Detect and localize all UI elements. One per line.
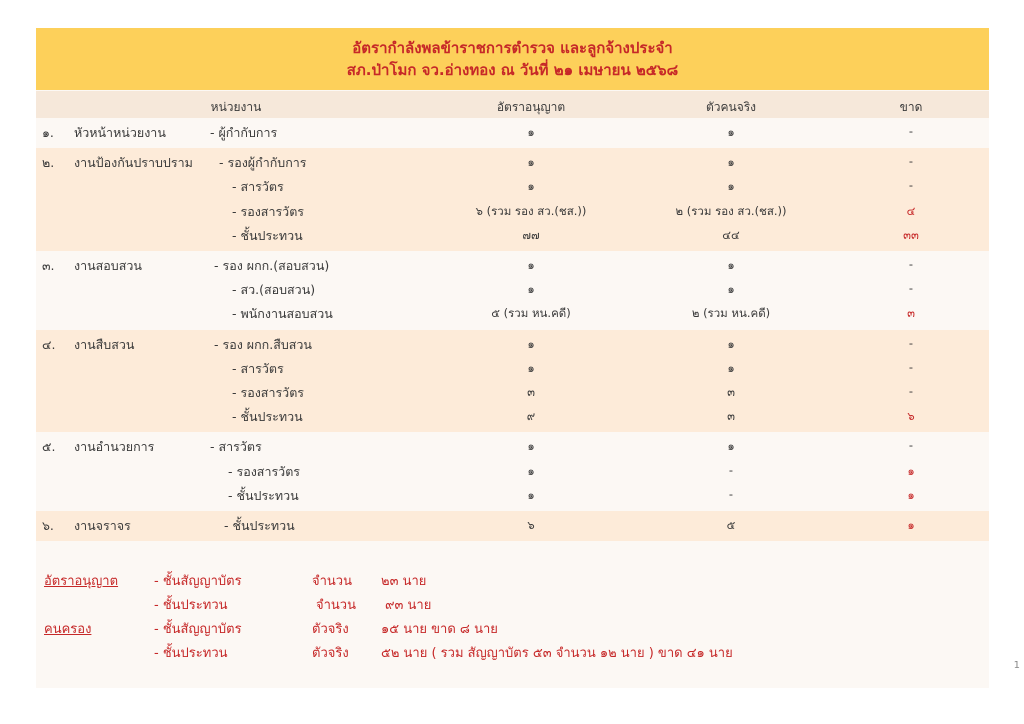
row-authorized: ๑ xyxy=(527,179,535,194)
row-position: - สารวัตร xyxy=(232,360,284,376)
table-group xyxy=(36,251,989,330)
row-short: - xyxy=(908,359,914,374)
row-short: - xyxy=(908,154,914,169)
col-actual: ตัวคนจริง xyxy=(705,100,757,114)
col-unit: หน่วยงาน xyxy=(210,100,262,114)
group-unit: งานสืบสวน xyxy=(74,336,135,352)
row-short: ๖ xyxy=(907,409,915,424)
row-actual: ๑ xyxy=(727,439,735,454)
row-position: - ชั้นประทวน xyxy=(232,409,303,425)
row-authorized: ๑ xyxy=(527,125,535,139)
group-unit: งานอำนวยการ xyxy=(74,439,155,455)
row-actual: ๑ xyxy=(727,336,735,351)
row-position: - สารวัตร xyxy=(210,439,262,455)
table-group xyxy=(36,330,989,433)
row-position: - ชั้นประทวน xyxy=(224,518,295,533)
group-unit: งานจราจร xyxy=(74,518,131,533)
row-actual: ๑ xyxy=(727,258,735,272)
row-actual: ๑ xyxy=(727,360,735,375)
row-authorized: ๖ xyxy=(527,518,535,532)
summary-act-value: ๕๒ นาย ( รวม สัญญาบัตร ๕๓ จำนวน ๑๒ นาย ) ขาด ๔๑ นาย xyxy=(381,646,733,661)
row-short: - xyxy=(908,178,914,193)
row-short: - xyxy=(908,438,914,453)
col-short: ขาด xyxy=(899,100,923,114)
row-position: - รองสารวัตร xyxy=(228,463,301,479)
row-authorized: ๑ xyxy=(527,258,535,272)
row-short: ๑ xyxy=(907,487,915,502)
group-number: ๑. xyxy=(42,125,54,140)
row-actual: - xyxy=(728,462,734,477)
summary-act-cat: - ชั้นสัญญาบัตร xyxy=(154,622,242,637)
row-authorized: ๑ xyxy=(527,360,535,375)
row-authorized: ๓ xyxy=(527,384,535,399)
summary-act-cat: - ชั้นประทวน xyxy=(154,646,228,661)
summary-act-kind: ตัวจริง xyxy=(312,622,349,637)
row-short: - xyxy=(908,257,914,271)
row-short: ๓๓ xyxy=(903,227,919,242)
row-short: - xyxy=(908,124,914,138)
summary-auth-value: ๒๓ นาย xyxy=(381,574,427,589)
row-position: - รองสารวัตร xyxy=(232,203,305,219)
row-authorized: ๖ (รวม รอง สว.(ชส.)) xyxy=(475,203,587,218)
group-unit: งานป้องกันปราบปราม xyxy=(74,155,193,171)
row-authorized: ๑ xyxy=(527,282,535,297)
row-authorized: ๑ xyxy=(527,487,535,502)
group-number: ๒. xyxy=(42,155,55,171)
group-number: ๔. xyxy=(42,336,56,352)
row-actual: ๑ xyxy=(727,282,735,297)
row-actual: - xyxy=(728,486,734,501)
row-position: - ชั้นประทวน xyxy=(232,227,303,243)
group-unit: หัวหน้าหน่วยงาน xyxy=(74,125,166,140)
row-position: - รองผู้กำกับการ xyxy=(219,155,307,171)
row-position: - ผู้กำกับการ xyxy=(210,125,278,140)
table-group xyxy=(36,511,989,541)
row-position: - รอง ผกก.(สอบสวน) xyxy=(214,258,330,273)
table-group xyxy=(36,118,989,148)
group-number: ๖. xyxy=(42,518,54,533)
row-position: - พนักงานสอบสวน xyxy=(232,306,333,322)
row-actual: ๓ xyxy=(727,409,735,424)
row-actual: ๑ xyxy=(727,155,735,170)
row-short: ๑ xyxy=(907,463,915,478)
summary-auth-cat: - ชั้นประทวน xyxy=(154,598,228,613)
row-actual: ๔๔ xyxy=(722,227,740,242)
row-authorized: ๑ xyxy=(527,463,535,478)
row-actual: ๑ xyxy=(727,125,735,139)
summary-auth-cat: - ชั้นสัญญาบัตร xyxy=(154,574,242,589)
row-actual: ๓ xyxy=(727,384,735,399)
title-line-1: อัตรากำลังพลข้าราชการตำรวจ และลูกจ้างประจำ xyxy=(352,39,673,57)
row-short: - xyxy=(908,281,914,296)
group-number: ๓. xyxy=(42,258,55,273)
row-actual: ๒ (รวม หน.คดี) xyxy=(691,306,771,321)
row-actual: ๑ xyxy=(727,179,735,194)
row-short: ๑ xyxy=(907,518,915,532)
row-position: - รองสารวัตร xyxy=(232,384,305,400)
row-position: - รอง ผกก.สืบสวน xyxy=(214,336,312,352)
group-unit: งานสอบสวน xyxy=(74,258,142,273)
row-authorized: ๗๗ xyxy=(522,227,540,242)
row-authorized: ๑ xyxy=(527,336,535,351)
row-authorized: ๙ xyxy=(526,409,536,424)
row-short: ๓ xyxy=(907,306,915,321)
group-number: ๕. xyxy=(42,439,56,455)
title-line-2: สภ.ป่าโมก จว.อ่างทอง ณ วันที่ ๒๑ เมษายน ๒๕๖๘ xyxy=(346,61,679,79)
row-position: - ชั้นประทวน xyxy=(228,487,299,503)
row-authorized: ๕ (รวม หน.คดี) xyxy=(491,306,571,321)
row-authorized: ๑ xyxy=(527,439,535,454)
title-banner xyxy=(36,28,989,90)
summary-auth-kind: จำนวน xyxy=(316,598,356,613)
summary-act-value: ๑๕ นาย ขาด ๘ นาย xyxy=(381,622,498,637)
summary-auth-value: ๙๓ นาย xyxy=(385,598,432,613)
row-short: - xyxy=(908,335,914,350)
summary-act-kind: ตัวจริง xyxy=(312,646,349,661)
page-number: 1 xyxy=(1013,660,1020,671)
summary-authorized-label: อัตราอนุญาต xyxy=(44,574,119,589)
row-actual: ๕ xyxy=(726,518,736,532)
row-short: ๔ xyxy=(906,203,916,218)
row-position: - สว.(สอบสวน) xyxy=(232,282,316,298)
row-actual: ๒ (รวม รอง สว.(ชส.)) xyxy=(675,203,787,218)
document-page xyxy=(36,28,989,688)
table-header xyxy=(36,91,989,118)
summary-auth-kind: จำนวน xyxy=(312,574,352,589)
col-authorized: อัตราอนุญาต xyxy=(496,100,566,114)
row-short: - xyxy=(908,383,914,398)
table-group xyxy=(36,148,989,251)
row-position: - สารวัตร xyxy=(232,179,284,195)
summary-actual-label: คนครอง xyxy=(44,622,92,637)
table-group xyxy=(36,432,989,511)
row-authorized: ๑ xyxy=(527,155,535,170)
